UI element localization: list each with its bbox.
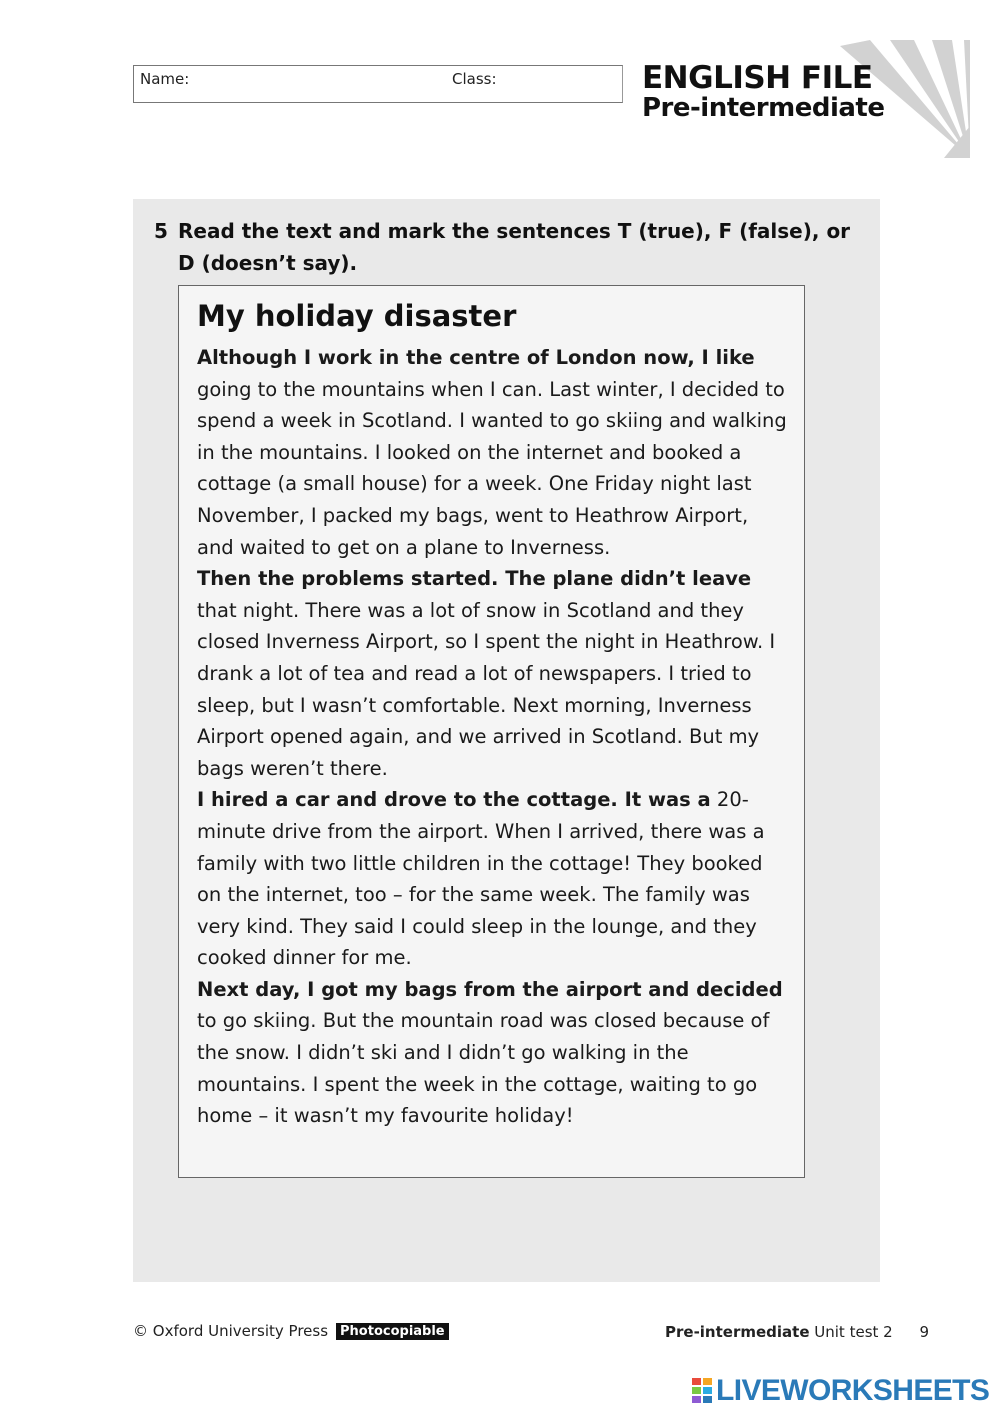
class-label: Class:	[452, 70, 497, 88]
copyright-text: © Oxford University Press	[133, 1322, 329, 1340]
paragraph-lead: Although I work in the centre of London now, I like	[197, 346, 755, 369]
brand-title: ENGLISH FILE	[642, 60, 873, 96]
exercise-instruction	[154, 215, 854, 279]
paragraph-3	[197, 784, 788, 974]
paragraph-1	[197, 342, 788, 563]
liveworksheets-logo-icon	[692, 1378, 714, 1404]
footer-copyright	[133, 1322, 449, 1340]
paragraph-4	[197, 974, 788, 1132]
paragraph-body: that night. There was a lot of snow in Scotland and they closed Inverness Airport, so I spent the night in Heathrow. I drank a lot of tea and read a lot of newspapers. I tried to sleep, but I wasn’t comfortable. Next morning, Inverness Airport opened again, and we arrived in Scotland. But my bags weren’t there.	[197, 598, 776, 780]
paragraph-body: going to the mountains when I can. Last winter, I decided to spend a week in Scotland. I wanted to go skiing and walking in the mountains. I looked on the internet and booked a cottage (a small house) for a week. One Friday night last November, I packed my bags, went to Heathrow Airport, and waited to get on a plane to Inverness.	[197, 377, 787, 559]
instruction-text: Read the text and mark the sentences T (true), F (false), or D (doesn’t say).	[178, 219, 851, 275]
liveworksheets-text: LIVEWORKSHEETS	[716, 1374, 990, 1407]
name-label: Name:	[140, 70, 190, 88]
paragraph-body: to go skiing. But the mountain road was closed because of the snow. I didn’t ski and I didn’t go walking in the mountains. I spent the week in the cottage, waiting to go home – it wasn’t my favourite holiday!	[197, 1009, 770, 1128]
brand-logo	[642, 62, 884, 122]
paragraph-2	[197, 563, 788, 784]
exercise-number: 5	[154, 219, 168, 243]
footer-unit: Unit test 2	[814, 1323, 893, 1341]
paragraph-lead: Then the problems started. The plane didn’t leave	[197, 567, 752, 591]
footer-level: Pre-intermediate	[665, 1323, 810, 1341]
page-number: 9	[919, 1323, 930, 1341]
brand-subtitle: Pre-intermediate	[642, 93, 885, 123]
photocopiable-badge: Photocopiable	[336, 1323, 449, 1340]
paragraph-lead: I hired a car and drove to the cottage. It was a	[197, 788, 711, 812]
name-class-box	[133, 65, 623, 103]
paragraph-body: 20-minute drive from the airport. When I arrived, there was a family with two little children in the cottage! They booked on the internet, too – for the same week. The family was very kind. They said I could sleep in the lounge, and they cooked dinner for me.	[197, 788, 765, 970]
reading-title: My holiday disaster	[197, 299, 517, 333]
footer-info	[665, 1323, 929, 1341]
paragraph-lead: Next day, I got my bags from the airport and decided	[197, 977, 783, 1001]
reading-text-box	[178, 285, 805, 1178]
